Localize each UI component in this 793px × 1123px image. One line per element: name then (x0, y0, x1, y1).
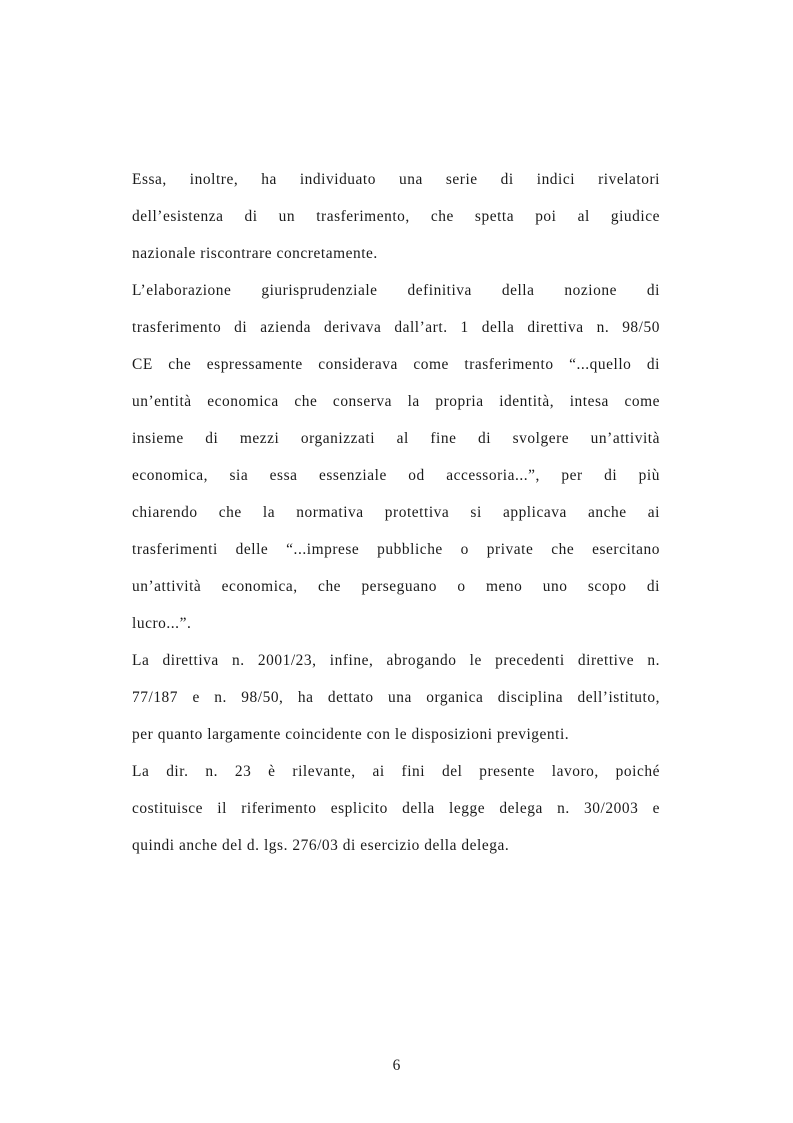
text-line: La dir. n. 23 è rilevante, ai fini del presente lavoro, poiché (132, 763, 660, 780)
text-line: 77/187 e n. 98/50, ha dettato una organica disciplina dell’istituto, (132, 689, 660, 706)
text-line: L’elaborazione giurisprudenziale definitiva della nozione di (132, 282, 660, 299)
text-line: La direttiva n. 2001/23, infine, abrogando le precedenti direttive n. (132, 652, 660, 669)
text-line: lucro...”. (132, 615, 192, 632)
text-line: trasferimento di azienda derivava dall’art. 1 della direttiva n. 98/50 (132, 319, 660, 336)
text-line: insieme di mezzi organizzati al fine di svolgere un’attività (132, 430, 660, 447)
text-line: dell’esistenza di un trasferimento, che spetta poi al giudice (132, 208, 660, 225)
text-line: Essa, inoltre, ha individuato una serie di indici rivelatori (132, 171, 660, 188)
text-line: per quanto largamente coincidente con le disposizioni previgenti. (132, 726, 570, 743)
text-line: costituisce il riferimento esplicito della legge delega n. 30/2003 e (132, 800, 660, 817)
text-line: quindi anche del d. lgs. 276/03 di esercizio della delega. (132, 837, 510, 854)
text-line: economica, sia essa essenziale od accessoria...”, per di più (132, 467, 660, 484)
text-line: nazionale riscontrare concretamente. (132, 245, 378, 262)
text-line: CE che espressamente considerava come trasferimento “...quello di (132, 356, 660, 373)
page-number: 6 (392, 1057, 401, 1074)
text-line: trasferimenti delle “...imprese pubbliche o private che esercitano (132, 541, 660, 558)
text-line: un’entità economica che conserva la propria identità, intesa come (132, 393, 660, 410)
text-line: un’attività economica, che perseguano o meno uno scopo di (132, 578, 660, 595)
body-text (132, 166, 660, 869)
text-line: chiarendo che la normativa protettiva si applicava anche ai (132, 504, 660, 521)
